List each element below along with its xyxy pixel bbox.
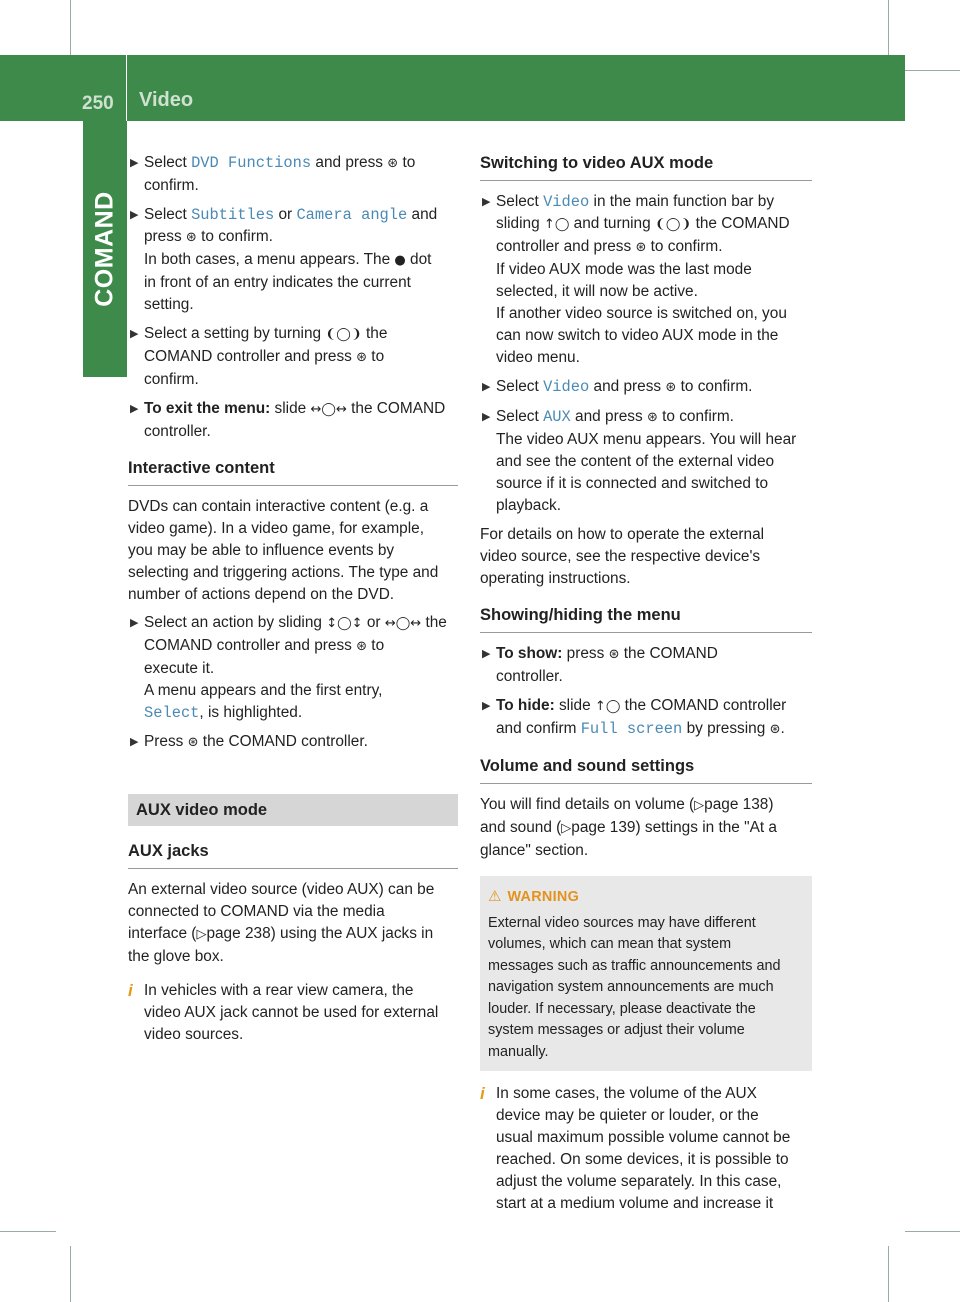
menu-item-camera-angle: Camera angle <box>296 206 408 224</box>
menu-item-aux: AUX <box>543 408 571 426</box>
step-select-aux: ▶ Select AUX and press ⊛ to confirm. The video AUX menu appears. You will hear and see the content of the external video source if it is connected and switched to playback. <box>482 408 797 514</box>
page-ref-icon: ▷ <box>196 927 207 942</box>
arrow-icon: ▶ <box>130 157 139 169</box>
step-select-subtitles: ▶ Select Subtitles or Camera angle and press ⊛ to confirm. In both cases, a menu appears. The ● dot in front of an entry indicates the current setting. <box>130 206 438 313</box>
turn-controller-icon: ❨◯❩ <box>654 217 692 232</box>
arrow-icon: ▶ <box>482 196 491 208</box>
crop-mark <box>888 1246 889 1302</box>
right-column <box>480 152 812 1223</box>
arrow-icon: ▶ <box>130 617 139 629</box>
crop-mark <box>905 1231 960 1232</box>
arrow-icon: ▶ <box>130 328 139 340</box>
page-ref-icon: ▷ <box>561 821 572 836</box>
slide-left-right-icon: ↔◯↔ <box>310 402 347 417</box>
info-note-aux-volume: i In some cases, the volume of the AUX device may be quieter or louder, or the usual maximum possible volume cannot be reached. On some devices, it is possible to adjust the volume separately. In this case, start at a medium volume and increase it <box>480 1084 791 1212</box>
warning-title: WARNING <box>507 889 580 905</box>
press-controller-icon: ⊛ <box>665 380 677 395</box>
press-controller-icon: ⊛ <box>608 647 620 662</box>
header-divider <box>126 55 127 121</box>
arrow-icon: ▶ <box>482 411 491 423</box>
side-tab <box>83 121 127 377</box>
crop-mark <box>70 1246 71 1302</box>
heading-aux-jacks: AUX jacks <box>128 840 458 869</box>
step-select-video: ▶ Select Video in the main function bar by sliding ↑◯ and turning ❨◯❩ the COMAND controller and press ⊛ to confirm. If video AUX mode was the last mode selected, it will now be active. If another video source is switched on, you can now switch to video AUX mode in the video menu. <box>482 193 790 366</box>
press-controller-icon: ⊛ <box>356 350 368 365</box>
arrow-icon: ▶ <box>482 381 491 393</box>
heading-switching-aux: Switching to video AUX mode <box>480 152 812 181</box>
page-title: Video <box>139 89 194 111</box>
crop-mark <box>70 0 71 56</box>
turn-controller-icon: ❨◯❩ <box>325 327 362 342</box>
left-column <box>128 152 458 1054</box>
slide-up-icon: ↑◯ <box>543 217 570 232</box>
step-press-controller: ▶ Press ⊛ the COMAND controller. <box>128 731 458 754</box>
menu-item-subtitles: Subtitles <box>191 206 275 224</box>
step-to-hide: ▶ To hide: slide ↑◯ the COMAND controller and confirm Full screen by pressing ⊛. <box>482 697 787 738</box>
slide-up-icon: ↑◯ <box>594 699 621 714</box>
press-controller-icon: ⊛ <box>187 735 199 750</box>
menu-item-video: Video <box>543 193 590 211</box>
warning-box: ⚠ WARNING External video sources may have different volumes, which can mean that system messages such as traffic announcements and navigation system announcements are much louder. If necessary, please deactivate the system messages or adjust their volume manually. <box>480 876 812 1071</box>
step-select-dvd-functions: ▶ Select DVD Functions and press ⊛ to confirm. <box>130 154 416 194</box>
menu-item-full-screen: Full screen <box>580 720 683 738</box>
page-number: 250 <box>82 93 114 114</box>
menu-item-dvd-functions: DVD Functions <box>191 154 312 172</box>
press-controller-icon: ⊛ <box>356 639 368 654</box>
paragraph-aux-jacks: An external video source (video AUX) can be connected to COMAND via the media interface (▷page 238) using the AUX jacks in the glove box. <box>128 881 435 965</box>
step-exit-menu: ▶ To exit the menu: slide ↔◯↔ the COMAND controller. <box>130 400 446 440</box>
menu-item-video: Video <box>543 378 590 396</box>
warning-triangle-icon: ⚠ <box>488 888 502 905</box>
bullet-dot-icon: ● <box>394 253 406 268</box>
press-controller-icon: ⊛ <box>387 156 399 171</box>
slide-up-down-icon: ↕◯↕ <box>326 616 363 631</box>
side-tab-label: COMAND <box>90 191 119 307</box>
step-select-video-menu: ▶ Select Video and press ⊛ to confirm. <box>482 378 753 396</box>
heading-showing-hiding-menu: Showing/hiding the menu <box>480 604 812 633</box>
paragraph-external-details: For details on how to operate the external video source, see the respective device's operating instructions. <box>480 526 765 587</box>
press-controller-icon: ⊛ <box>185 230 197 245</box>
crop-mark <box>905 70 960 71</box>
paragraph-volume: You will find details on volume (▷page 138) and sound (▷page 139) settings in the "At a glance" section. <box>480 796 777 859</box>
section-aux-video-mode: AUX video mode <box>128 794 458 826</box>
crop-mark <box>888 0 889 56</box>
press-controller-icon: ⊛ <box>769 722 781 737</box>
crop-mark <box>0 1231 56 1232</box>
info-icon: i <box>128 981 133 1000</box>
press-controller-icon: ⊛ <box>646 410 658 425</box>
arrow-icon: ▶ <box>130 403 139 415</box>
heading-volume-sound: Volume and sound settings <box>480 755 812 784</box>
info-icon: i <box>480 1084 485 1103</box>
arrow-icon: ▶ <box>482 648 491 660</box>
step-select-action: ▶ Select an action by sliding ↕◯↕ or ↔◯↔ the COMAND controller and press ⊛ to execute it. A menu appears and the first entry, Select, is highlighted. <box>130 614 447 722</box>
info-note-rear-camera: i In vehicles with a rear view camera, the video AUX jack cannot be used for external video sources. <box>128 981 439 1043</box>
step-to-show: ▶ To show: press ⊛ the COMAND controller. <box>482 645 718 685</box>
page-ref-icon: ▷ <box>694 798 705 813</box>
page-header <box>0 55 905 121</box>
press-controller-icon: ⊛ <box>635 240 647 255</box>
arrow-icon: ▶ <box>130 736 139 748</box>
paragraph-interactive: DVDs can contain interactive content (e.g. a video game). In a video game, for example, you may be able to influence events by selecting and triggering actions. The type and number of actions depend on the DVD. <box>128 498 439 603</box>
arrow-icon: ▶ <box>130 209 139 221</box>
slide-left-right-icon: ↔◯↔ <box>384 616 422 631</box>
heading-interactive-content: Interactive content <box>128 457 458 486</box>
step-select-setting: ▶ Select a setting by turning ❨◯❩ the COMAND controller and press ⊛ to confirm. <box>130 325 388 388</box>
arrow-icon: ▶ <box>482 700 491 712</box>
menu-item-select: Select <box>144 704 200 722</box>
